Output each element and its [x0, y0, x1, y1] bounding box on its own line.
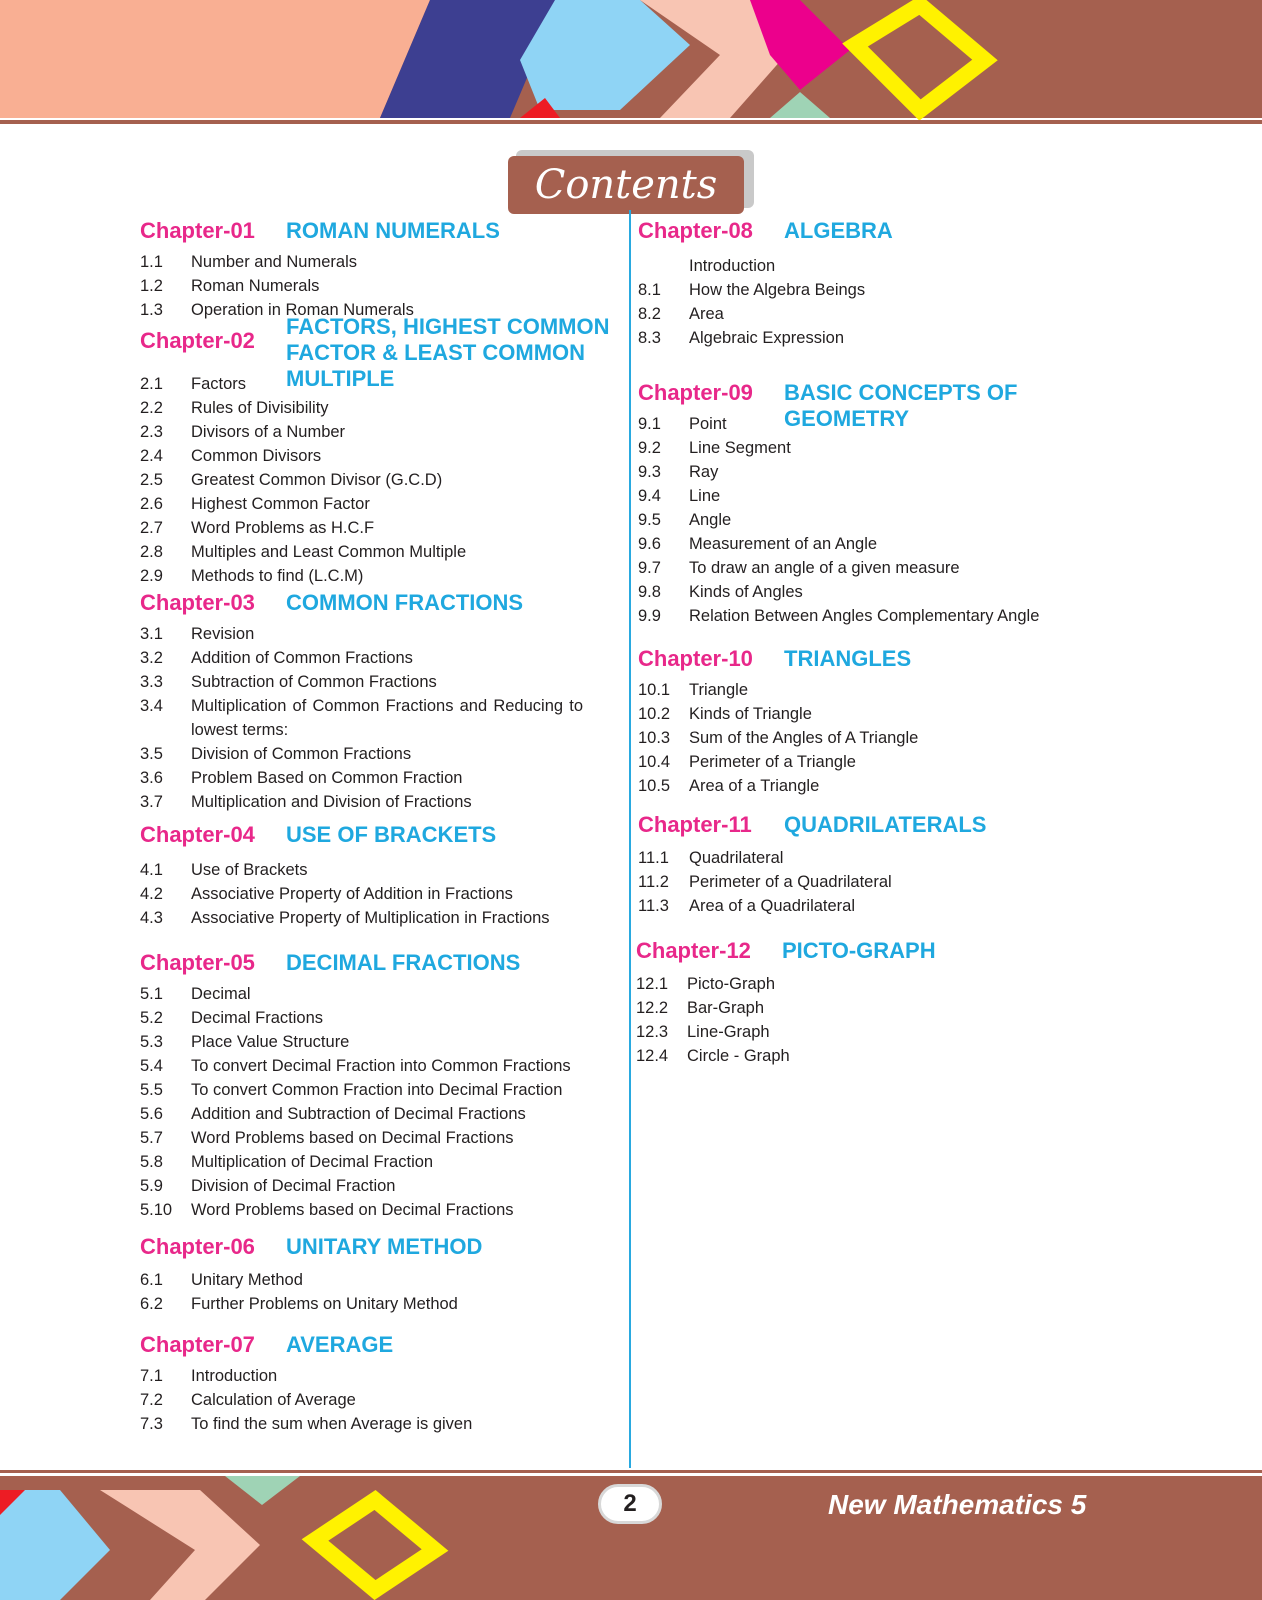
- list-item[interactable]: [636, 972, 1136, 996]
- chapter-10: [638, 644, 1138, 810]
- item-number: 9.5: [638, 511, 661, 529]
- list-item[interactable]: [140, 1102, 620, 1126]
- chapter-title-line: FACTORS, HIGHEST COMMON: [286, 314, 610, 339]
- item-title: Area: [689, 305, 724, 323]
- list-item[interactable]: [638, 846, 1138, 870]
- chapter-04: [140, 820, 620, 948]
- list-item[interactable]: [140, 1198, 620, 1222]
- list-item[interactable]: [140, 492, 620, 516]
- list-item[interactable]: [638, 412, 1138, 436]
- right-column: [638, 216, 1138, 1066]
- chapter-02: [140, 314, 620, 588]
- list-item[interactable]: [140, 1388, 620, 1412]
- left-column: [140, 216, 620, 1440]
- list-item[interactable]: [140, 444, 620, 468]
- chapter-title: PICTO-GRAPH: [782, 938, 936, 963]
- list-item[interactable]: [140, 858, 620, 882]
- list-item[interactable]: [140, 372, 620, 396]
- item-number: 5.8: [140, 1153, 163, 1171]
- item-number: 2.3: [140, 423, 163, 441]
- chapter-title-line: MULTIPLE: [286, 366, 395, 391]
- item-title: Multiplication and Division of Fractions: [191, 793, 472, 811]
- item-number: 3.2: [140, 649, 163, 667]
- item-title: Bar-Graph: [687, 999, 765, 1017]
- chapter-number: Chapter-07: [140, 1332, 255, 1357]
- item-title: Ray: [689, 463, 719, 481]
- chapter-title-line: FACTOR & LEAST COMMON: [286, 340, 586, 365]
- item-title: Area of a Triangle: [689, 777, 820, 795]
- list-item[interactable]: [636, 1044, 1136, 1068]
- chapter-title: TRIANGLES: [784, 646, 912, 671]
- item-title: To draw an angle of a given measure: [689, 559, 960, 577]
- list-item[interactable]: [638, 302, 1138, 326]
- list-item[interactable]: [140, 1412, 620, 1436]
- item-number: 2.7: [140, 519, 163, 537]
- chapter-number: Chapter-10: [638, 646, 753, 671]
- list-item[interactable]: [140, 396, 620, 420]
- list-item[interactable]: [638, 678, 1138, 702]
- item-title: Word Problems based on Decimal Fractions: [191, 1129, 514, 1147]
- chapter-07: [140, 1330, 620, 1440]
- list-item[interactable]: [638, 774, 1138, 798]
- item-number: 3.5: [140, 745, 163, 763]
- item-number: 2.8: [140, 543, 163, 561]
- item-title: Kinds of Triangle: [689, 705, 812, 723]
- list-item[interactable]: [140, 1268, 620, 1292]
- item-number: 10.1: [638, 681, 671, 699]
- chapter-01: [140, 216, 620, 320]
- item-number: 4.2: [140, 885, 163, 903]
- list-item[interactable]: [638, 556, 1138, 580]
- item-title: Unitary Method: [191, 1271, 303, 1289]
- book-title: New Mathematics 5: [828, 1489, 1087, 1520]
- list-item[interactable]: [638, 702, 1138, 726]
- item-title: Decimal Fractions: [191, 1009, 324, 1027]
- item-title: Greatest Common Divisor (G.C.D): [191, 471, 443, 489]
- list-item[interactable]: [638, 870, 1138, 894]
- list-item[interactable]: [638, 326, 1138, 350]
- item-number: 3.4: [140, 697, 163, 715]
- chapter-number: Chapter-09: [638, 380, 753, 405]
- item-title: To convert Decimal Fraction into Common Fractions: [191, 1057, 571, 1075]
- item-number: 6.1: [140, 1271, 163, 1289]
- item-number: 10.4: [638, 753, 671, 771]
- list-item[interactable]: [140, 1174, 620, 1198]
- item-title: Circle - Graph: [687, 1047, 790, 1065]
- chapter-06: [140, 1232, 620, 1330]
- list-item[interactable]: [140, 1150, 620, 1174]
- list-item[interactable]: [638, 436, 1138, 460]
- chapter-title: QUADRILATERALS: [784, 812, 987, 837]
- chapter-heading: [638, 216, 1138, 254]
- item-title: Revision: [191, 625, 255, 643]
- chapter-title: AVERAGE: [286, 1332, 394, 1357]
- item-title: Perimeter of a Quadrilateral: [689, 873, 892, 891]
- list-item[interactable]: [638, 508, 1138, 532]
- list-item[interactable]: [638, 604, 1138, 628]
- item-number: 2.5: [140, 471, 163, 489]
- list-item[interactable]: [140, 1006, 620, 1030]
- page-number: 2: [598, 1484, 662, 1524]
- item-number: 10.3: [638, 729, 671, 747]
- item-number: 9.3: [638, 463, 661, 481]
- list-item[interactable]: [140, 1292, 620, 1316]
- item-number: 4.1: [140, 861, 163, 879]
- item-title: Algebraic Expression: [689, 329, 844, 347]
- item-title: Roman Numerals: [191, 277, 320, 295]
- chapter-title: COMMON FRACTIONS: [286, 590, 524, 615]
- list-item[interactable]: [638, 484, 1138, 508]
- item-number: 12.3: [636, 1023, 669, 1041]
- item-number: 12.1: [636, 975, 669, 993]
- item-number: 3.7: [140, 793, 163, 811]
- item-title: Perimeter of a Triangle: [689, 753, 856, 771]
- chapter-heading: [638, 644, 1138, 678]
- list-item[interactable]: [140, 982, 620, 1006]
- chapter-number: Chapter-05: [140, 950, 255, 975]
- item-title: Triangle: [689, 681, 748, 699]
- chapter-09: [638, 378, 1138, 644]
- chapter-05: [140, 948, 620, 1232]
- chapter-12: [636, 936, 1136, 1066]
- list-item[interactable]: [638, 580, 1138, 604]
- item-number: 12.4: [636, 1047, 669, 1065]
- list-item[interactable]: [636, 1020, 1136, 1044]
- item-title: Addition and Subtraction of Decimal Fractions: [191, 1105, 526, 1123]
- list-item[interactable]: [140, 622, 620, 646]
- item-title: Rules of Divisibility: [191, 399, 329, 417]
- item-title: Factors: [191, 375, 247, 393]
- list-item[interactable]: [140, 766, 620, 790]
- list-item[interactable]: [140, 646, 620, 670]
- chapter-08: [638, 216, 1138, 378]
- item-number: 2.4: [140, 447, 163, 465]
- list-item[interactable]: [140, 1054, 620, 1078]
- item-number: 8.1: [638, 281, 661, 299]
- item-number: 4.3: [140, 909, 163, 927]
- list-item[interactable]: [140, 670, 620, 694]
- item-title: Relation Between Angles Complementary Angle: [689, 607, 1040, 625]
- item-number: 5.2: [140, 1009, 163, 1027]
- list-item[interactable]: [140, 882, 620, 906]
- list-item[interactable]: [140, 694, 620, 742]
- chapter-number: Chapter-03: [140, 590, 255, 615]
- list-item[interactable]: [140, 468, 620, 492]
- item-title: Problem Based on Common Fraction: [191, 769, 463, 787]
- item-title: Addition of Common Fractions: [191, 649, 413, 667]
- item-number: 9.2: [638, 439, 661, 457]
- item-number: 5.5: [140, 1081, 163, 1099]
- item-number: 10.5: [638, 777, 671, 795]
- item-title: Sum of the Angles of A Triangle: [689, 729, 919, 747]
- list-item[interactable]: [140, 1364, 620, 1388]
- chapter-number: Chapter-01: [140, 218, 255, 243]
- list-item[interactable]: [140, 742, 620, 766]
- list-item[interactable]: [140, 790, 620, 814]
- column-divider: [629, 210, 631, 1468]
- item-title: Angle: [689, 511, 732, 529]
- item-title: To convert Common Fraction into Decimal Fraction: [191, 1081, 563, 1099]
- top-decorative-banner: [0, 0, 1262, 130]
- item-title: Division of Decimal Fraction: [191, 1177, 396, 1195]
- item-title: Associative Property of Addition in Fractions: [191, 885, 513, 903]
- item-title: Division of Common Fractions: [191, 745, 412, 763]
- contents-heading-box: [508, 150, 746, 212]
- item-title: Number and Numerals: [191, 253, 357, 271]
- chapter-heading: [140, 1232, 620, 1268]
- chapter-heading: [638, 810, 1138, 846]
- item-title: Picto-Graph: [687, 975, 776, 993]
- contents-heading: Contents: [508, 156, 744, 214]
- item-title: Word Problems based on Decimal Fractions: [191, 1201, 514, 1219]
- item-number: 2.1: [140, 375, 163, 393]
- list-item[interactable]: [638, 750, 1138, 774]
- item-title: Subtraction of Common Fractions: [191, 673, 437, 691]
- item-number: 9.6: [638, 535, 661, 553]
- item-number: 11.3: [638, 897, 669, 915]
- list-item[interactable]: [140, 516, 620, 540]
- item-number: 1.2: [140, 277, 163, 295]
- chapter-title: USE OF BRACKETS: [286, 822, 497, 847]
- chapter-number: Chapter-08: [638, 218, 753, 243]
- item-title: Area of a Quadrilateral: [689, 897, 856, 915]
- chapter-number: Chapter-04: [140, 822, 255, 847]
- item-title: Point: [689, 415, 727, 433]
- chapter-number: Chapter-02: [140, 328, 255, 353]
- item-number: 12.2: [636, 999, 669, 1017]
- item-title: Multiplication of Decimal Fraction: [191, 1153, 434, 1171]
- item-title: Use of Brackets: [191, 861, 308, 879]
- chapter-heading: [140, 820, 620, 858]
- list-item[interactable]: [140, 250, 620, 274]
- item-number: 11.1: [638, 849, 669, 867]
- item-number: 2.6: [140, 495, 163, 513]
- item-number: 1.3: [140, 301, 163, 319]
- item-title: Introduction: [191, 1367, 278, 1385]
- list-item[interactable]: [140, 906, 620, 930]
- chapter-heading: [636, 936, 1136, 972]
- chapter-heading: [140, 948, 620, 982]
- item-title: Highest Common Factor: [191, 495, 370, 513]
- list-item[interactable]: [140, 420, 620, 444]
- item-number: 5.4: [140, 1057, 163, 1075]
- chapter-heading: [140, 1330, 620, 1364]
- list-item[interactable]: [140, 1030, 620, 1054]
- list-item[interactable]: [636, 996, 1136, 1020]
- item-title: Divisors of a Number: [191, 423, 346, 441]
- item-number: 7.3: [140, 1415, 163, 1433]
- item-number: 5.6: [140, 1105, 163, 1123]
- item-title: Multiples and Least Common Multiple: [191, 543, 467, 561]
- item-number: 1.1: [140, 253, 163, 271]
- chapter-title: DECIMAL FRACTIONS: [286, 950, 521, 975]
- chapter-heading: [140, 588, 620, 622]
- item-number: 5.1: [140, 985, 163, 1003]
- item-number: 2.9: [140, 567, 163, 585]
- chapter-heading: [140, 216, 620, 250]
- item-title: Methods to find (L.C.M): [191, 567, 364, 585]
- item-title: Operation in Roman Numerals: [191, 301, 414, 319]
- item-title: Line: [689, 487, 721, 505]
- item-title: Line-Graph: [687, 1023, 770, 1041]
- item-title: To find the sum when Average is given: [191, 1415, 473, 1433]
- item-title: Decimal: [191, 985, 251, 1003]
- item-number: 5.3: [140, 1033, 163, 1051]
- list-item[interactable]: [140, 274, 620, 298]
- item-title: Word Problems as H.C.F: [191, 519, 375, 537]
- item-number: 9.8: [638, 583, 661, 601]
- chapter-title: BASIC CONCEPTS OF GEOMETRY: [784, 380, 1018, 431]
- item-title: Introduction: [689, 257, 776, 275]
- list-item[interactable]: [140, 1126, 620, 1150]
- item-title: How the Algebra Beings: [689, 281, 866, 299]
- item-number: 3.6: [140, 769, 163, 787]
- item-number: 6.2: [140, 1295, 163, 1313]
- list-item[interactable]: [638, 254, 1138, 278]
- chapter-number: Chapter-11: [638, 812, 752, 837]
- item-number: 8.3: [638, 329, 661, 347]
- item-title: Calculation of Average: [191, 1391, 356, 1409]
- chapter-title: ROMAN NUMERALS: [286, 218, 500, 243]
- chapter-title: ALGEBRA: [784, 218, 893, 243]
- chapter-03: [140, 588, 620, 820]
- item-number: 9.1: [638, 415, 661, 433]
- item-number: 2.2: [140, 399, 163, 417]
- item-number: 5.10: [140, 1201, 173, 1219]
- list-item[interactable]: [140, 540, 620, 564]
- item-number: 5.7: [140, 1129, 163, 1147]
- item-title: Measurement of an Angle: [689, 535, 878, 553]
- item-title: Further Problems on Unitary Method: [191, 1295, 458, 1313]
- list-item[interactable]: [638, 460, 1138, 484]
- item-title: Associative Property of Multiplication in Fractions: [191, 909, 550, 927]
- item-title: Place Value Structure: [191, 1033, 350, 1051]
- list-item[interactable]: [140, 1078, 620, 1102]
- item-number: 9.7: [638, 559, 661, 577]
- item-number: 9.9: [638, 607, 661, 625]
- list-item[interactable]: [638, 278, 1138, 302]
- item-number: 3.1: [140, 625, 163, 643]
- item-title: Multiplication of Common Fractions and Reducing to lowest terms:: [191, 697, 583, 739]
- item-title: Line Segment: [689, 439, 791, 457]
- list-item[interactable]: [638, 894, 1138, 918]
- item-number: 7.1: [140, 1367, 163, 1385]
- chapter-11: [638, 810, 1138, 936]
- chapter-number: Chapter-12: [636, 938, 751, 963]
- chapter-number: Chapter-06: [140, 1234, 255, 1259]
- item-title: Quadrilateral: [689, 849, 784, 867]
- chapter-title: UNITARY METHOD: [286, 1234, 483, 1259]
- item-number: 9.4: [638, 487, 661, 505]
- list-item[interactable]: [638, 532, 1138, 556]
- item-title: Common Divisors: [191, 447, 322, 465]
- list-item[interactable]: [140, 564, 620, 588]
- item-number: 3.3: [140, 673, 163, 691]
- item-number: 8.2: [638, 305, 661, 323]
- item-title: Kinds of Angles: [689, 583, 803, 601]
- list-item[interactable]: [638, 726, 1138, 750]
- item-number: 7.2: [140, 1391, 163, 1409]
- item-number: 11.2: [638, 873, 669, 891]
- top-banner-graphic: [0, 0, 1262, 130]
- item-number: 10.2: [638, 705, 671, 723]
- item-number: 5.9: [140, 1177, 163, 1195]
